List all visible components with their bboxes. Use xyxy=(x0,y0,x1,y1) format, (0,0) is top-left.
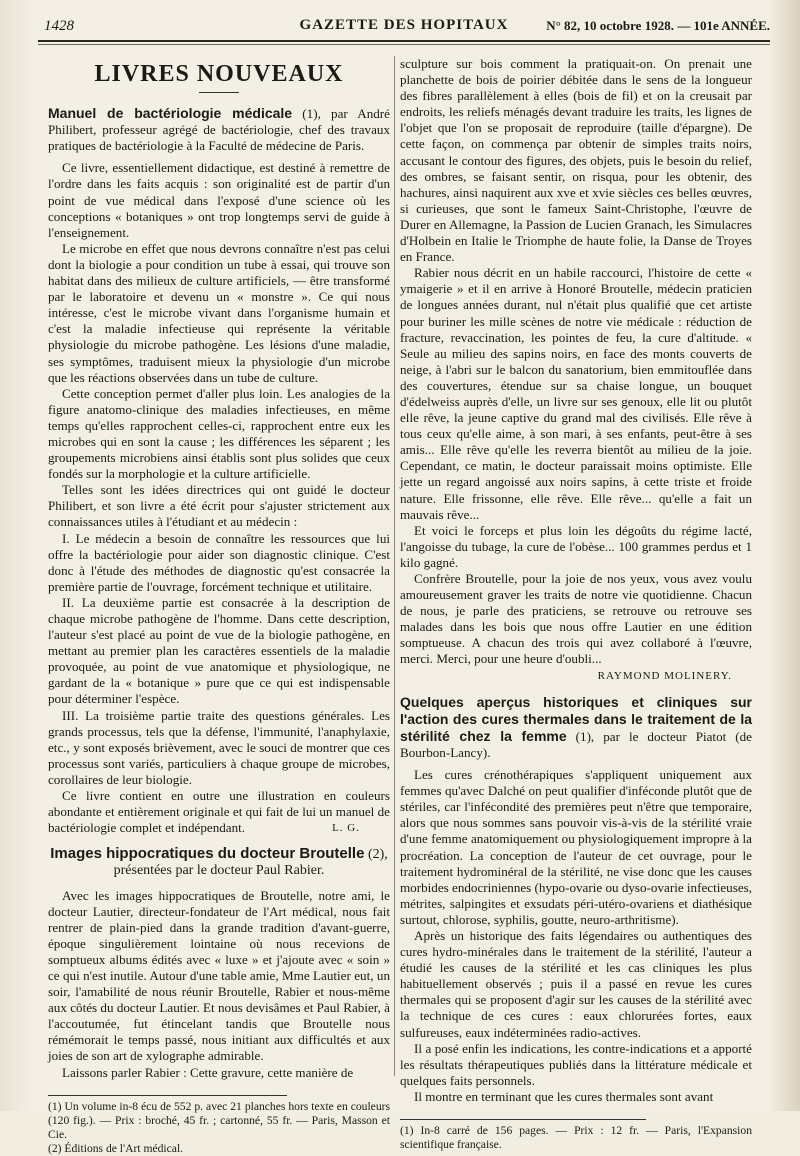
article-byline: (1), par André Philibert, professeur agrégé de bactériologie, chef des travaux pratiques de bactériologie à la Faculté de médecine de Paris. xyxy=(48,106,390,154)
paragraph: Avec les images hippocratiques de Broutelle, notre ami, le docteur Lautier, directeur-fondateur de l'Art médical, nous fait rentrer de plain-pied dans la grande tradition d'avant-guerre, époque singulièrement lointaine où nous recevions de somptueux albums édités avec « luxe » et j'ajoute avec « soin » ce qui n'est inutile. Autour d'une table amie, Mme Lautier eut, un soir, l'amabilité de nous réunir Broutelle, Rabier et nous-même aux côtés du docteur Lautier. Et nous devisâmes et Paul Rabier, à l'accoutumée, fut étincelant tandis que Broutelle nous rémémorait le temps passé, nous initiant aux difficultés et aux joies de son art de xylographe admirable. xyxy=(48,887,390,1064)
article-title: Manuel de bactériologie médicale xyxy=(48,105,293,122)
header-rule-thin xyxy=(38,44,770,45)
right-column xyxy=(400,56,752,1151)
footnote-rule xyxy=(400,1119,646,1120)
article-title: Images hippocratiques du docteur Broutelle xyxy=(50,845,365,863)
signature: L. G. xyxy=(332,822,360,835)
article-heading xyxy=(400,694,752,761)
article-note: (2), xyxy=(364,847,388,863)
paragraph: Après un historique des faits légendaires ou authentiques des cures hydro-minérales dans le traitement de la stérilité, l'auteur a étudié les causes de la stérilité et les cas cliniques les plus habituellement observés ; puis il a passé en revue les cures thermales qui se proposent d'agir sur les causes de la stérilité avec la technique de ces cures : eaux chlorurées fortes, eaux sulfureuses, eaux indéterminées radio-actives. xyxy=(400,927,752,1040)
paragraph: II. La deuxième partie est consacrée à la description de chaque microbe pathogène de l'homme. Dans cette description, l'auteur s'est placé au point de vue de la biologie pathogène, en mettant au premier plan les caractères essentiels de la maladie provoquée, au point de vue anatomique et physiologique, ne gardant de la « botanique » pure que ce qui est indispensable pour déterminer l'espèce. xyxy=(48,594,390,707)
footnote-rule xyxy=(48,1095,287,1096)
left-column xyxy=(48,56,390,1155)
page-header xyxy=(38,14,770,36)
paragraph: Et voici le forceps et plus loin les dégoûts du régime lacté, l'angoisse du tubage, la cure de l'obèse... 100 grammes perdus et 1 kilo gagné. xyxy=(400,522,752,570)
paragraph: sculpture sur bois comment la pratiquait-on. On prenait une planchette de bois de poirier débitée dans le sens de la longueur des fibres parallèlement à elles (bois de fil) et on la creusait par endroits, les reliefs ménagés devant traduire les traits, les lignes de l'objet que l'on se proposait de reproduire (taille d'épargne). De cette façon, on commença par obtenir de simples traits noirs, accusant le contour des figures, des objets, puis le besoin du relief, des ombres, se faisant sentir, on risqua, pour les obtenir, des hachures, ainsi naquirent aux xve et xvie siècles ces belles œuvres, si curieuses, que sont le fameux Saint-Christophe, l'œuvre de Durer en Allemagne, la Passion de Lucien Granach, les Simulacres d'Holbein en Italie le Triomphe de haute folie, la Danse de Troyes en France. xyxy=(400,56,752,265)
article-heading xyxy=(48,846,390,879)
paragraph: Le microbe en effet que nous devrons connaître n'est pas celui dont la biologie a pour condition un tube à essai, qui trouve son habitat dans des milieux de culture artificiels, — être transformé par le laboratoire et devenu un « monstre ». Ce qui nous intéresse, c'est le microbe vivant dans l'organisme humain et c'est la maladie infectieuse qui représente la véritable physiologie du microbe pathogène. Les lésions d'une maladie, ses symptômes, traduisent mieux la physiologie d'un microbe que les réactions observées dans un tube de culture. xyxy=(48,240,390,385)
section-rule xyxy=(199,92,239,93)
paragraph: III. La troisième partie traite des questions générales. Les grands processus, tels que la défense, l'immunité, l'anaphylaxie, etc., y sont exposés brièvement, avec le souci de montrer que ces processus sont variés, particuliers à chaque groupe de microbes, corollaires de leur biologie. xyxy=(48,707,390,787)
footnote: (2) Éditions de l'Art médical. xyxy=(48,1141,184,1155)
paragraph: Il montre en terminant que les cures thermales sont avant xyxy=(414,1088,714,1104)
paragraph: Laissons parler Rabier : Cette gravure, cette manière de xyxy=(62,1064,354,1080)
paragraph: I. Le médecin a besoin de connaître les ressources que lui offre la bactériologie pour aider son diagnostic clinique. C'est donc à l'étude des méthodes de diagnostic qu'est consacrée la première partie de l'ouvrage, forcément technique et utilitaire. xyxy=(48,530,390,594)
journal-title: GAZETTE DES HOPITAUX xyxy=(299,17,509,33)
page-number: 1428 xyxy=(44,18,74,34)
paragraph xyxy=(48,788,390,836)
signature: RAYMOND MOLINERY. xyxy=(597,669,732,682)
article-byline: (1), par le docteur Piatot (de Bourbon-Lancy). xyxy=(400,728,752,760)
paragraph: Cette conception permet d'aller plus loin. Les analogies de la figure anatomo-clinique des maladies infectieuses, en même temps qu'elles rapprochent celles-ci, rapprochent entre eux les microbes qui en sont la cause ; les différences les séparent ; les groupements microbiens ainsi établis sont plus solides que ceux fondés sur la morphologie et la culture artificielle. xyxy=(48,385,390,482)
paragraph: Confrère Broutelle, pour la joie de nos yeux, vous avez voulu amoureusement graver les traits de notre vie quotidienne. Chacun de nous, je parle des praticiens, se retrouve ou retrouve ses malades dans les bois que nous offre Lautier en une édition somptueuse. A chacun des trois qui avez collaboré à l'œuvre, merci. Merci, pour une heure d'oubli... xyxy=(400,571,752,667)
header-rule xyxy=(38,40,770,42)
paragraph: Les cures crénothérapiques s'appliquent uniquement aux femmes qu'avec Dalché on peut qualifier d'inféconde plutôt que de stériles, car l'infécondité des premières peut n'être que temporaire, alors que nous sommes sans pouvoir vis-à-vis de la stérilité vraie d'une femme anatomiquement ou physiologiquement impropre à la procréation. La conception de l'auteur de cet ouvrage, pour le traitement hydrominéral de la stérilité, ne vise donc que les causes morbides endocriniennes (hypo-ovarie ou dyso-ovarie infectieuses, métrites, salpingites et exsudats péri-utéro-ovariens et diathésique surtout, chlorose, syphilis, goutte, neuro-arthritisme). xyxy=(400,767,752,927)
article-heading xyxy=(48,105,390,154)
paragraph: Il a posé enfin les indications, les contre-indications et a apporté les résultats thérapeutiques publiés dans la littérature médicale et quelques faits personnels. xyxy=(400,1040,752,1088)
article-byline: présentées par le docteur Paul Rabier. xyxy=(113,863,325,879)
paragraph: Telles sont les idées directrices qui ont guidé le docteur Philibert, et son livre a été écrit pour s'ajuster strictement aux connaissances utiles à l'étudiant et au médecin : xyxy=(48,482,390,530)
section-title: LIVRES NOUVEAUX xyxy=(94,61,344,87)
article-title: Quelques aperçus historiques et cliniques sur l'action des cures thermales dans le traitement de la stérilité chez la femme xyxy=(400,693,752,744)
paragraph-text: Ce livre contient en outre une illustration en couleurs abondante et entièrement originale et qui fait de lui un manuel de bactériologie complet et indépendant. xyxy=(48,788,390,836)
paragraph: Rabier nous décrit en un habile raccourci, l'histoire de cette « ymaigerie » et il en arrive à Honoré Broutelle, médecin praticien de longues années durant, nul n'était plus qualifié que cet artiste pour buriner les mille scènes de notre vie médicale : réduction de fracture, revaccination, les pointes de feu, la cure d'altitude. « Seule au milieu des sapins noirs, en face des monts couverts de neige, à l'abri sur le balcon du sanatorium, bien emmitouflée dans des couvertures, étendue sur sa chaise longue, un bouquet d'édelweiss auprès d'elle, un livre sur ses genoux, elle lit ou plutôt elle rêve, la jeune captive du grand mal des civilisés. Elle rêve à tous ceux qu'elle aime, à son mari, à ses enfants, peut-être à ses amis... Elle rêve qu'elle les reverra bientôt au milieu de la joie. Cependant, ce matin, le docteur paraissait moins optimiste. Elle jette un regard angoissé aux noirs sapins, à cette triste et froide nature. Elle frissonne, elle rêve. Elle rêve... qu'elle a fait un mauvais rêve... xyxy=(400,265,752,522)
footnote: (1) Un volume in-8 écu de 552 p. avec 21 planches hors texte en couleurs (120 fig.). — Prix : broché, 45 fr. ; cartonné, 55 fr. — Paris, Masson et Cie. xyxy=(48,1099,390,1141)
issue-info: N° 82, 10 octobre 1928. — 101e ANNÉE. xyxy=(546,18,770,33)
footnote: (1) In-8 carré de 156 pages. — Prix : 12 fr. — Paris, l'Expansion scientifique française. xyxy=(400,1124,752,1151)
paragraph: Ce livre, essentiellement didactique, est destiné à remettre de l'ordre dans les faits acquis : son originalité est de partir d'un point de vue médical dans l'exposé d'une science où les conceptions « botaniques » ont trop longtemps servi de guide à l'enseignement. xyxy=(48,160,390,240)
column-divider xyxy=(394,56,395,1076)
